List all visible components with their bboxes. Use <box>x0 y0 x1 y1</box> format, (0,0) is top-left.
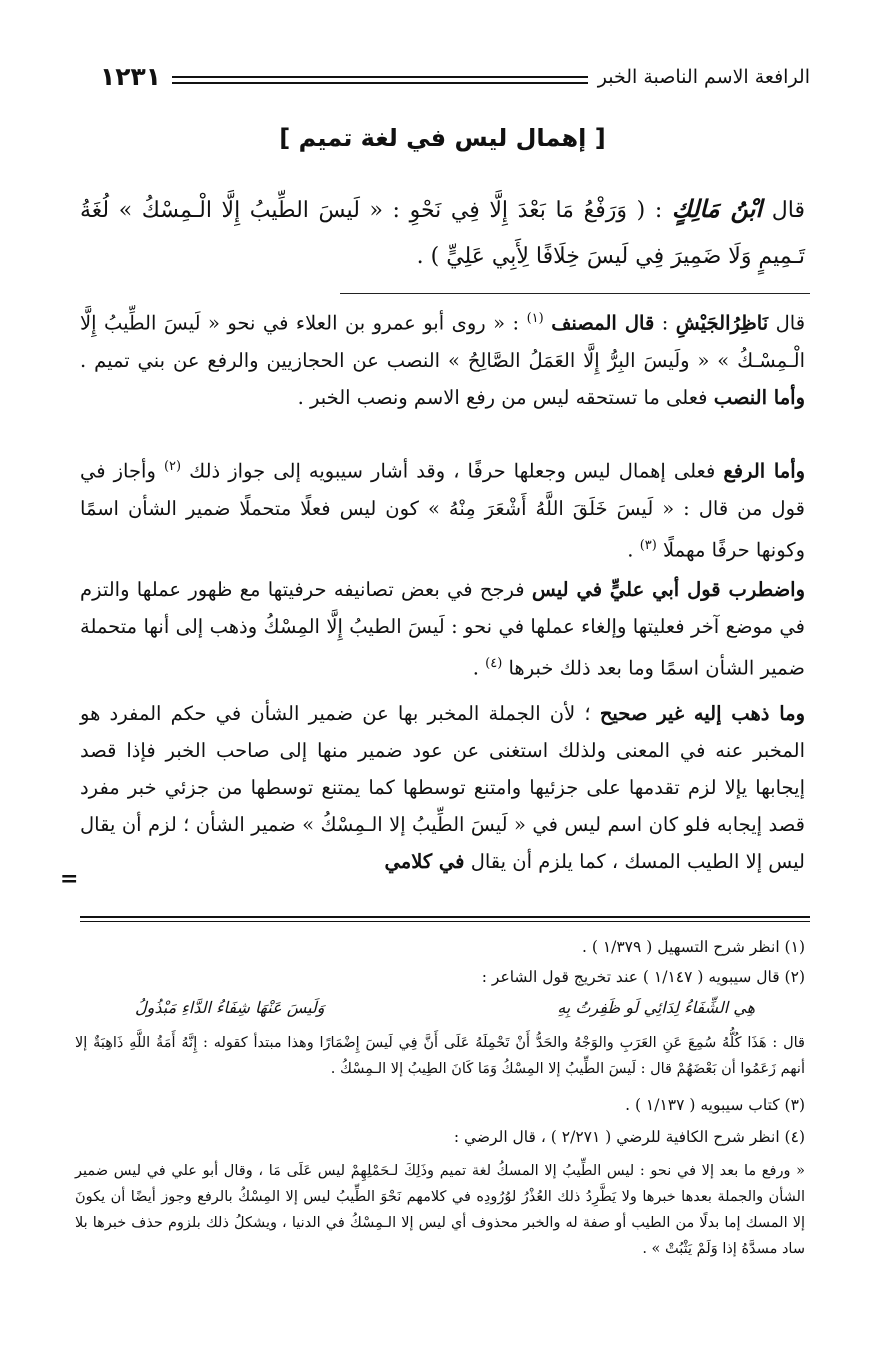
nasb-label: وأما النصب <box>713 385 805 409</box>
running-title: الرافعة الاسم الناصبة الخبر <box>597 66 810 88</box>
footnote-2: (٢) قال سيبويه ( ١/١٤٧ ) عند تخريج قول الشاعر : <box>481 968 805 986</box>
poetry-verse <box>135 998 755 1028</box>
commentary-paragraph-4 <box>80 695 805 880</box>
page-number: ١٢٣١ <box>100 62 162 91</box>
para2-text2: وأجاز في قول من قال : « لَيسَ خَلَقَ اللَّهُ أَشْعَرَ مِنْهُ » كون ليس فعلًا متحملًا ضمير الشأن اسمًا وكونها حرفًا مهملًا <box>80 459 805 561</box>
verse-second-hemistich: وَلَيسَ عَنْهَا شِفَاءُ الدَّاءِ مَبْذُولُ <box>135 998 325 1017</box>
footnote-4-body: « ورفع ما بعد إلا في نحو : ليس الطِّيبُ إلا المسكُ لغة تميم وذَلِكَ لـحَمْلِهِمْ ليس عَلَى مَا ، وقال أبو علي في ليس ضمير الشأن والجملة بعدها خبرها ولا يَطَّرِدُ ذلك العُذْرُ لوُرُودِه في كلامهم نَحْوَ الطِّيبُ ليس إلا المِسْكُ بالرفع وجوز أيضًا أن يكونَ إلا المسك إما بدلًا من الطيب أو صفة له والخبر محذوف أي ليس إلا الـمِسْكُ في الدنيا ، ويشكلُ ذلك بلزوم حذف خبرها بلا ساد مسدَّهُ إذا وَلَمْ يَثْبُتْ » . <box>75 1163 805 1257</box>
matn-divider <box>340 293 810 294</box>
matn-body: : ( وَرَفْعُ مَا بَعْدَ إِلَّا فِي نَحْوِ : « لَيسَ الطِّيبُ إِلَّا الْـمِسْكُ » لُغَةُ تَـمِيمٍ وَلَا ضَمِيرَ فِي لَيسَ خِلَافًا لِأَبِي عَلِيٍّ ) . <box>80 198 805 269</box>
para4-label: وما ذهب إليه غير صحيح <box>599 702 805 725</box>
musannif-label: قال المصنف <box>551 311 655 335</box>
para3-label: واضطرب قول أبي عليٍّ في ليس <box>531 578 806 601</box>
footnote-ref-4: (٤) <box>485 656 503 671</box>
raf-label: وأما الرفع <box>723 459 806 483</box>
para1-text2: فعلى ما تستحقه ليس من رفع الاسم ونصب الخبر . <box>297 385 708 409</box>
header-double-rule <box>172 76 588 84</box>
commentary-paragraph-2 <box>80 448 805 568</box>
commentary-paragraph-1 <box>80 300 805 416</box>
para2-end: . <box>627 538 634 561</box>
para1-intro: قال <box>775 311 806 335</box>
verse-first-hemistich: هِي الشِّفَاءُ لِدَائِي لَو ظَفِرتُ بِهِ <box>557 998 755 1017</box>
footnote-4: (٤) انظر شرح الكافية للرضي ( ٢/٢٧١ ) ، قال الرضي : <box>453 1128 805 1146</box>
footnote-3: (٣) كتاب سيبويه ( ١/١٣٧ ) . <box>625 1096 805 1114</box>
para4-label2: في كلامي <box>384 850 465 873</box>
para1-sep: : <box>661 311 669 335</box>
section-title: [ إهمال ليس في لغة تميم ] <box>279 124 606 152</box>
footnote-1: (١) انظر شرح التسهيل ( ١/٣٧٩ ) . <box>581 938 805 956</box>
para2-text1: فعلى إهمال ليس وجعلها حرفًا ، وقد أشار سيبويه إلى جواز ذلك <box>189 459 716 483</box>
page-header <box>100 62 810 102</box>
para4-text: ؛ لأن الجملة المخبر بها عن ضمير الشأن في حكم المفرد هو المخبر عنه في المعنى ولذلك استغنى عن عود ضمير منها إلى صاحب الخبر فإذا قصد إيجابها يإلا لزم تقدمها على جزئيها وامتنع توسطها كما يمتنع توسطها من جزئي خبر مفرد قصد إيجابه فلو كان اسم ليس في « لَيسَ الطِّيبُ إلا الـمِسْكُ » ضمير الشأن ؛ لزم أن يقال ليس إلا الطيب المسك ، كما يلزم أن يقال <box>80 702 805 873</box>
para3-text: فرجح في بعض تصانيفه حرفيتها مع ظهور عملها والتزم في موضع آخر فعليتها وإلغاء عملها في نحو : لَيسَ الطيبُ إِلَّا المِسْكُ وذهب إلى أنها متحملة ضمير الشأن اسمًا وما بعد ذلك خبرها <box>80 578 805 680</box>
footnote-ref-1: (١) <box>526 311 544 326</box>
matn-intro: قال <box>771 198 805 223</box>
footnote-ref-3: (٣) <box>639 537 657 553</box>
continuation-mark: = <box>60 866 79 892</box>
footnote-separator <box>80 916 810 922</box>
footnote-2-body: قال : هَذَا كُلُّهُ سُمِعَ عَنِ العَرَبِ والوَجْهُ والحَدُّ أَنْ تَحْمِلَهُ عَلَى أَنَّ فِي لَيسَ إِضْمَارًا وهذا مبتدأ كقوله : إِنَّهُ أَمَةُ اللَّهِ ذَاهِبَةٌ إلا أنهم زَعَمُوا أن بَعْضَهُمْ قال : لَيسَ الطِّيبُ إلا المِسْكُ وَمَا كَانَ الطِيبُ إلا الـمِسْكُ . <box>75 1035 805 1077</box>
matn-text <box>80 186 805 280</box>
footnote-ref-2: (٢) <box>163 459 182 474</box>
commentary-paragraph-3 <box>80 571 805 687</box>
para1-text1: : « روى أبو عمرو بن العلاء في نحو « لَيسَ الطِّيبُ إِلَّا الْـمِسْـكُ » « ولَيسَ البِرُّ إِلَّا العَمَلُ الصَّالِحُ » النصب عن الحجازيين والرفع عن بني تميم . <box>80 311 805 372</box>
matn-author: ابْنُ مَالِكٍ <box>671 194 763 223</box>
commentator-name: نَاظِرُالجَيْشِ <box>675 311 769 335</box>
para3-end: . <box>472 656 479 680</box>
